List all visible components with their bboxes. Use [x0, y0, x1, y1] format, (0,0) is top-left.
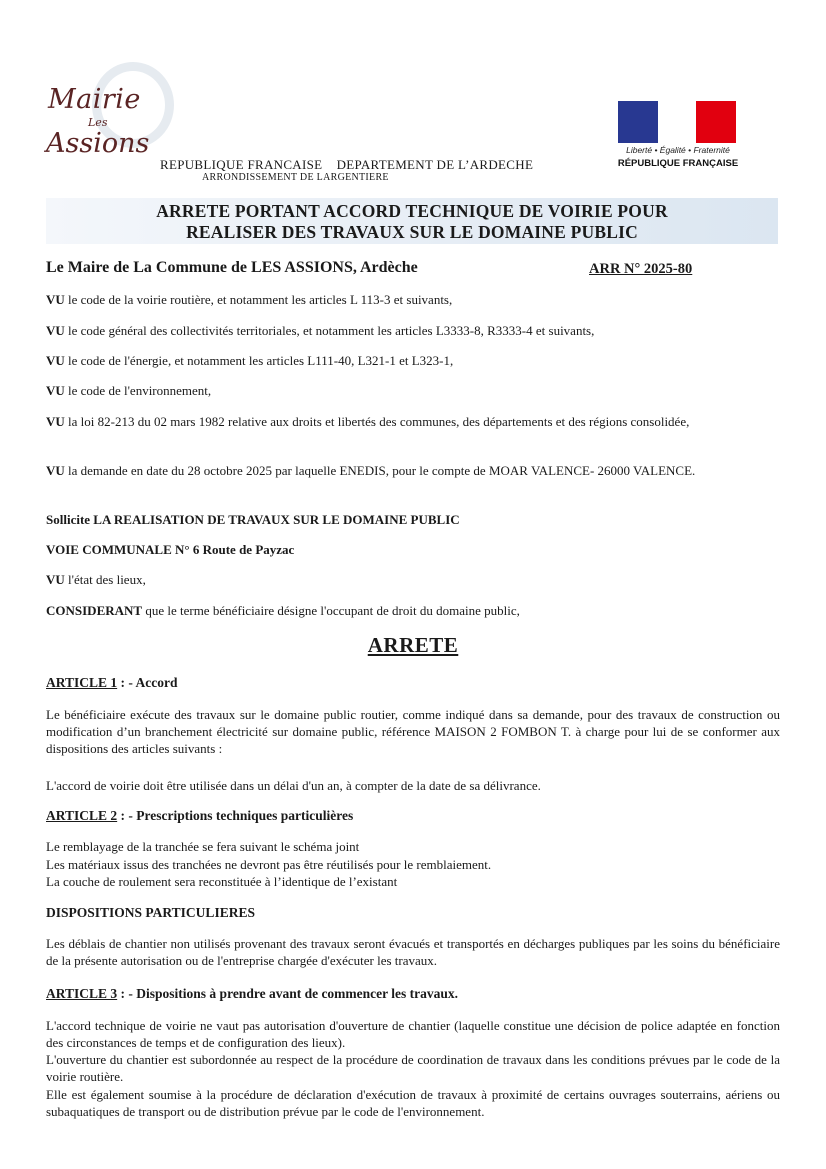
- dispositions-paragraph: Les déblais de chantier non utilisés provenant des travaux seront évacués et transportés en décharges publiques par les soins du bénéficiaire de la présente autorisation ou de l'entreprise chargée d'exécuter les travaux.: [46, 936, 780, 968]
- vu-line: VU le code général des collectivités territoriales, et notamment les articles L3333-8, R3333-4 et suivants,: [46, 323, 595, 338]
- vu-line: VU le code de la voirie routière, et notamment les articles L 113-3 et suivants,: [46, 292, 453, 307]
- article-2-line: Le remblayage de la tranchée se fera suivant le schéma joint: [46, 839, 360, 854]
- sollicite-line: Sollicite LA REALISATION DE TRAVAUX SUR LE DOMAINE PUBLIC: [46, 512, 460, 527]
- vu-line: VU la loi 82-213 du 02 mars 1982 relative aux droits et libertés des communes, des départements et des régions consolidée,: [46, 414, 690, 429]
- article-2-line: La couche de roulement sera reconstituée à l’identique de l’existant: [46, 874, 398, 889]
- marianne-motto: Liberté • Égalité • Fraternité: [626, 145, 730, 155]
- article-1-paragraph: Le bénéficiaire exécute des travaux sur le domaine public routier, comme indiqué dans sa demande, pour des travaux de construction ou modification d’un branchement électricité sur domaine public, référence MAISON 2 FOMBON T. à charge pour lui de se conformer aux dispositions des articles suivants :: [46, 707, 780, 756]
- title-line-2: REALISER DES TRAVAUX SUR LE DOMAINE PUBLIC: [186, 222, 638, 242]
- article-3-paragraph: L'accord technique de voirie ne vaut pas autorisation d'ouverture de chantier (laquelle constitue une décision de police adaptée en fonction des circonstances de temps et de configuration des lieux).: [46, 1018, 780, 1050]
- tricolore-flag: [618, 101, 736, 143]
- considerant-line: CONSIDERANT que le terme bénéficiaire désigne l'occupant de droit du domaine public,: [46, 603, 520, 618]
- vu-line: VU le code de l'énergie, et notamment les articles L111-40, L321-1 et L323-1,: [46, 353, 454, 368]
- header-republique-departement: REPUBLIQUE FRANCAISE DEPARTEMENT DE L’ARDECHE: [160, 157, 534, 172]
- logo-word-mairie: Mairie: [48, 84, 141, 115]
- title-line-1: ARRETE PORTANT ACCORD TECHNIQUE DE VOIRIE POUR: [156, 201, 668, 221]
- arrete-number: ARR N° 2025-80: [589, 261, 693, 277]
- article-3-paragraph: Elle est également soumise à la procédure de déclaration d'exécution de travaux à proximité de certains ouvrages souterrains, aériens ou subaquatiques de transport ou de distribution prévue par le code de l'environnement.: [46, 1087, 780, 1119]
- vu-etat-des-lieux: VU l'état des lieux,: [46, 572, 146, 587]
- arrete-heading: ARRETE: [367, 633, 459, 657]
- mairie-logo: [40, 62, 170, 174]
- article-3-paragraph: L'ouverture du chantier est subordonnée au respect de la procédure de coordination de travaux dans les conditions prévues par le code de la voirie routière.: [46, 1052, 780, 1084]
- header-arrondissement: ARRONDISSEMENT DE LARGENTIERE: [202, 172, 389, 183]
- logo-word-les: Les: [88, 116, 108, 129]
- marianne-label: RÉPUBLIQUE FRANÇAISE: [617, 158, 739, 169]
- document-title: [46, 201, 778, 243]
- article-2-line: Les matériaux issus des tranchées ne devront pas être réutilisés pour le remblaiement.: [46, 857, 492, 872]
- vu-line: VU le code de l'environnement,: [46, 383, 212, 398]
- dispositions-heading: DISPOSITIONS PARTICULIERES: [46, 905, 255, 920]
- marianne-logo: [617, 101, 739, 173]
- article-3-heading: ARTICLE 3 : - Dispositions à prendre avant de commencer les travaux.: [46, 986, 459, 1001]
- article-1-heading: ARTICLE 1 : - Accord: [46, 675, 178, 690]
- vu-line: VU la demande en date du 28 octobre 2025 par laquelle ENEDIS, pour le compte de MOAR VALENCE- 26000 VALENCE.: [46, 463, 696, 478]
- article-2-heading: ARTICLE 2 : - Prescriptions techniques particulières: [46, 808, 354, 823]
- voie-communale: VOIE COMMUNALE N° 6 Route de Payzac: [46, 542, 295, 557]
- maire-heading: Le Maire de La Commune de LES ASSIONS, Ardèche: [46, 259, 418, 276]
- article-1-delai: L'accord de voirie doit être utilisée dans un délai d'un an, à compter de la date de sa délivrance.: [46, 778, 541, 793]
- logo-word-assions: Assions: [46, 128, 150, 159]
